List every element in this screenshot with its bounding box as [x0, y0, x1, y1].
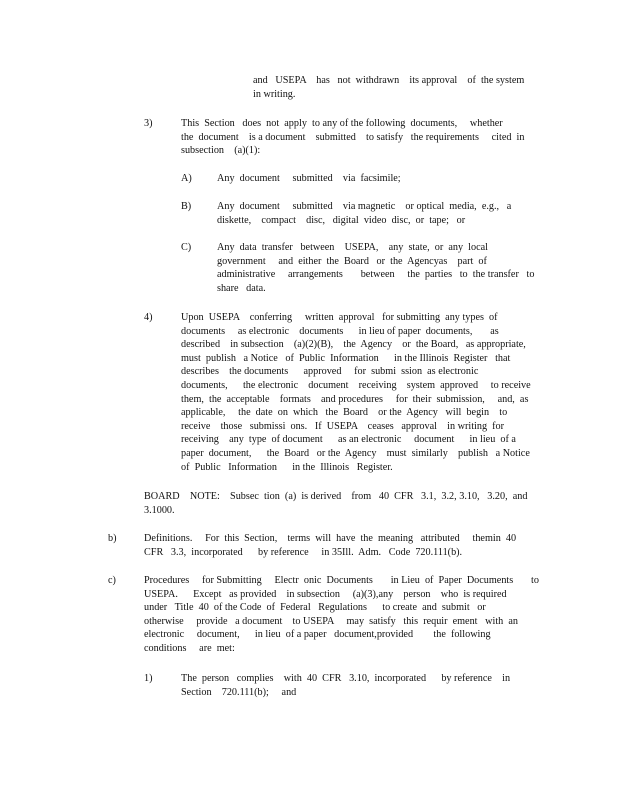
text-line: described in subsection (a)(2)(B), the Agency or the Board, as appropriate,: [181, 339, 526, 351]
text-line: Any data transfer between USEPA, any state, or any local: [217, 242, 488, 253]
board-note-paragraph: [144, 490, 539, 517]
text-line: Procedures for Submitting Electr onic Documents in Lieu of Paper Documents to: [144, 575, 539, 586]
text-line: Any document submitted via facsimile;: [217, 173, 401, 184]
subitem-label-C: C): [181, 242, 192, 253]
text-line: under Title 40 of the Code of Federal Regulations to create and submit or: [144, 602, 486, 614]
text-line: them, the acceptable formats and procedures for their submission, and, as: [181, 393, 529, 405]
continuation-paragraph: [253, 74, 533, 101]
subitem-A-paragraph: [217, 172, 537, 186]
text-line: receiving any type of document as an electronic document in lieu of a: [181, 434, 516, 446]
text-line: and USEPA has not withdrawn its approval of the system: [253, 75, 525, 86]
text-line: Definitions. For this Section, terms will have the meaning attributed themin 40: [144, 533, 517, 544]
text-line: administrative arrangements between the parties to the transfer to: [217, 269, 535, 281]
text-line: of Public Information in the Illinois Register.: [181, 461, 393, 473]
text-line: 3.1000.: [144, 504, 175, 516]
text-line: USEPA. Except as provided in subsection (a)(3),any person who is required: [144, 588, 507, 600]
text-line: documents as electronic documents in lieu of paper documents, as: [181, 325, 499, 337]
text-line: BOARD NOTE: Subsec tion (a) is derived from 40 CFR 3.1, 3.2, 3.10, 3.20, and: [144, 491, 528, 502]
text-line: diskette, compact disc, digital video disc, or tape; or: [217, 214, 466, 226]
item-label-c: c): [108, 575, 116, 586]
text-line: in writing.: [253, 88, 296, 100]
item-label-4: 4): [144, 312, 153, 323]
text-line: documents, the electronic document receiving system approved to receive: [181, 379, 531, 391]
text-line: Any document submitted via magnetic or optical media, e.g., a: [217, 201, 512, 212]
text-line: This Section does not apply to any of the following documents, whether: [181, 118, 503, 129]
subitem-label-1: 1): [144, 673, 153, 684]
text-line: otherwise provide a document to USEPA may satisfy this requir ement with an: [144, 615, 518, 627]
text-line: electronic document, in lieu of a paper document,provided the following: [144, 629, 491, 641]
text-line: share data.: [217, 282, 266, 294]
subitem-B-paragraph: [217, 200, 537, 227]
item-label-b: b): [108, 533, 117, 544]
text-line: CFR 3.3, incorporated by reference in 35Ill. Adm. Code 720.111(b).: [144, 546, 463, 558]
text-line: Section 720.111(b); and: [181, 686, 297, 698]
subitem-C-paragraph: [217, 241, 537, 295]
text-line: Upon USEPA conferring written approval for submitting any types of: [181, 312, 498, 323]
text-line: describes the documents approved for submi ssion as electronic: [181, 366, 479, 378]
subitem-label-B: B): [181, 201, 192, 212]
item-3-paragraph: [181, 117, 541, 158]
text-line: must publish a Notice of Public Information in the Illinois Register that: [181, 352, 511, 364]
text-line: the document is a document submitted to satisfy the requirements cited in: [181, 131, 525, 143]
text-line: conditions are met:: [144, 642, 235, 654]
item-label-3: 3): [144, 118, 153, 129]
text-line: applicable, the date on which the Board or the Agency will begin to: [181, 407, 508, 419]
item-4-paragraph: [181, 311, 541, 474]
text-line: paper document, the Board or the Agency must similarly publish a Notice: [181, 447, 530, 459]
text-line: government and either the Board or the Agencyas part of: [217, 255, 487, 267]
subitem-1-paragraph: [181, 672, 541, 699]
item-c-paragraph: [144, 574, 539, 656]
subitem-label-A: A): [181, 173, 192, 184]
text-line: The person complies with 40 CFR 3.10, incorporated by reference in: [181, 673, 511, 684]
text-line: receive those submissi ons. If USEPA ceases approval in writing for: [181, 420, 505, 432]
text-line: subsection (a)(1):: [181, 145, 261, 157]
item-b-paragraph: [144, 532, 539, 559]
